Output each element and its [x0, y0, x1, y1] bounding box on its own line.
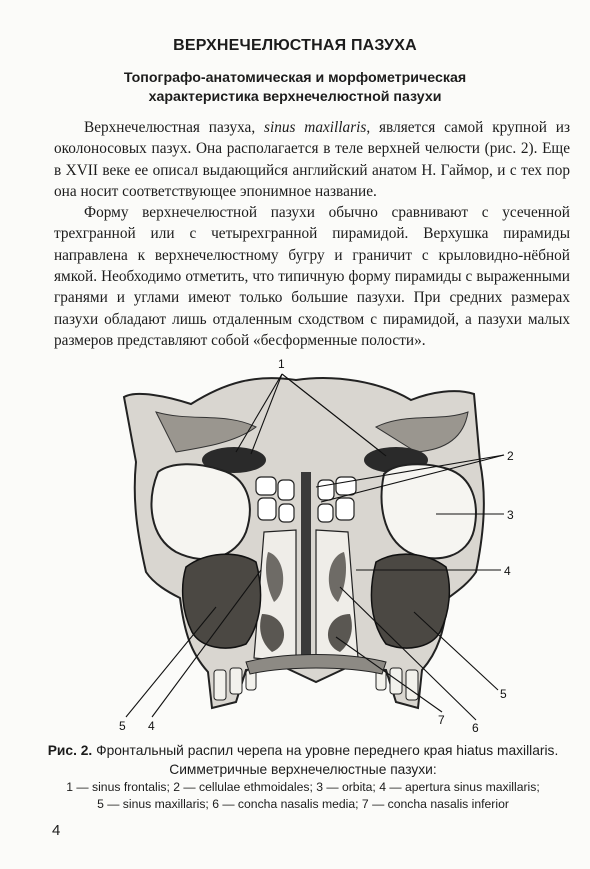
body-text	[54, 117, 570, 351]
subheading-line-2: характеристика верхнечелюстной пазухи	[148, 89, 442, 105]
figure-label-1: 1	[278, 357, 285, 371]
caption-title	[40, 741, 566, 779]
figure-label-7: 7	[438, 713, 445, 727]
paragraph-1	[54, 117, 570, 202]
figure-label-4-left: 4	[148, 719, 155, 732]
paragraph-2: Форму верхнечелюстной пазухи обычно сравнивают с усеченной трехгранной или с четырехгранной пирамидой. Верхушка пирамиды направлена к верхнечелюстному бугру и граничит с крыловидно-нёбной ямкой. Необходимо отметить, что типичную форму пирамиды с выраженными гранями и углами имеют только большие пазухи. При средних размерах пазухи обладают лишь отдаленным сходством с пирамидой, а пазухи малых размеров представляют собой «бесформенные полости».	[54, 204, 570, 349]
section-subheading	[40, 69, 550, 107]
figure-label-5-left: 5	[119, 719, 126, 732]
caption-title-text: Фронтальный распил черепа на уровне переднего края hiatus maxillaris. Симметричные верхнечелюстные пазухи:	[92, 743, 559, 777]
paragraph-1-start: Верхнечелюстная пазуха,	[84, 119, 265, 136]
figure-label-4-right: 4	[504, 564, 511, 578]
figure-label-5-right: 5	[500, 687, 507, 701]
latin-term: sinus maxillaris	[264, 119, 367, 136]
paragraph-1-end: , является самой крупной из околоносовых пазух. Она располагается в теле верхней челюсти (рис. 2). Еще в XVII веке ее описал выдающийся английский анатом Н. Гаймор, и с тех пор она носит соответствующее эпонимное название.	[54, 119, 571, 200]
figure-label-3: 3	[507, 508, 514, 522]
subheading-line-1: Топографо-анатомическая и морфометрическая	[123, 70, 467, 86]
orbit-left	[152, 464, 250, 559]
nasal-septum	[301, 472, 311, 662]
page-number: 4	[52, 822, 61, 839]
chapter-heading: ВЕРХНЕЧЕЛЮСТНАЯ ПАЗУХА	[173, 37, 417, 54]
caption-figure-number: Рис. 2.	[47, 743, 93, 758]
figure-label-2: 2	[507, 449, 514, 463]
figure-caption	[40, 741, 566, 813]
caption-legend-line-2: 5 — sinus maxillaris; 6 — concha nasalis media; 7 — concha nasalis inferior	[97, 797, 509, 811]
caption-legend-line-1: 1 — sinus frontalis; 2 — cellulae ethmoidales; 3 — orbita; 4 — apertura sinus maxillaris;	[66, 780, 540, 794]
skull-section-figure	[96, 352, 536, 732]
figure-label-6: 6	[472, 721, 479, 732]
